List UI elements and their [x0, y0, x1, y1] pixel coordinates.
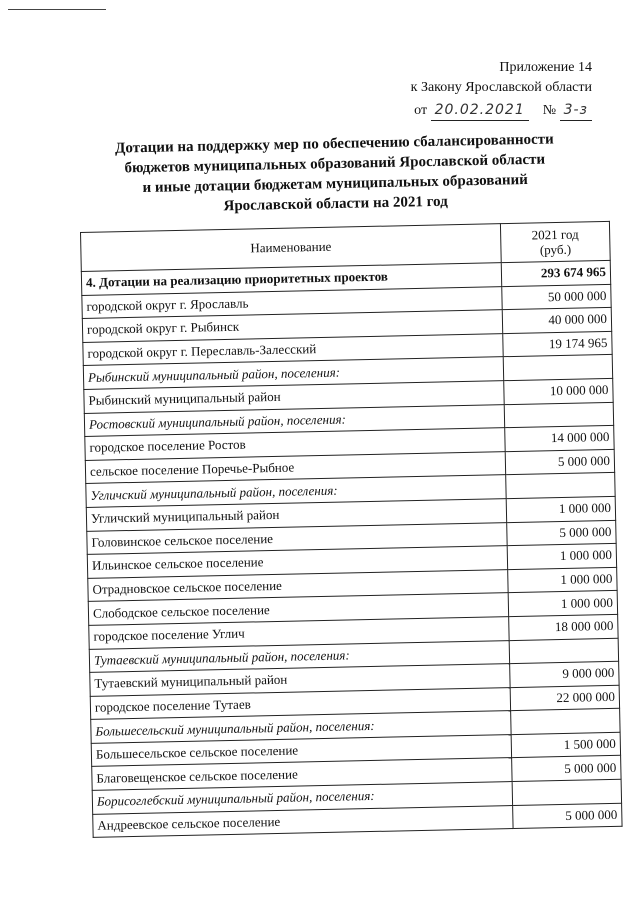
annex-dateline	[411, 100, 592, 121]
annex-header	[411, 58, 592, 121]
row-name: Рыбинский муниципальный район	[84, 381, 504, 413]
row-name: Благовещенское сельское поселение	[92, 758, 512, 790]
header-name: Наименование	[81, 224, 502, 272]
row-amount	[512, 779, 621, 805]
row-amount: 5 000 000	[512, 756, 621, 782]
row-amount: 19 174 965	[503, 331, 612, 357]
row-name: Большесельское сельское поселение	[91, 734, 511, 766]
row-amount: 1 000 000	[508, 567, 617, 593]
row-amount: 22 000 000	[510, 685, 619, 711]
row-name: городской округ г. Рыбинск	[82, 310, 502, 342]
header-year	[500, 221, 610, 262]
row-name: Ростовский муниципальный район, поселения:	[84, 404, 504, 436]
row-name: Андреевское сельское поселение	[93, 805, 513, 837]
row-amount: 18 000 000	[509, 614, 618, 640]
title-line2: бюджетов муниципальных образований Ярославской области	[124, 151, 546, 177]
row-name: городское поселение Тутаев	[90, 687, 510, 719]
row-name: 4. Дотации на реализацию приоритетных проектов	[81, 263, 501, 295]
annex-line1: Приложение 14	[499, 60, 592, 75]
row-name: городское поселение Углич	[89, 617, 509, 649]
row-amount	[511, 709, 620, 735]
top-rule	[8, 9, 106, 10]
row-name: Тутаевский муниципальный район	[90, 664, 510, 696]
row-name: Головинское сельское поселение	[87, 522, 507, 554]
row-amount: 1 000 000	[506, 496, 615, 522]
row-amount	[509, 638, 618, 664]
row-amount: 1 000 000	[507, 543, 616, 569]
row-name: Слободское сельское поселение	[88, 593, 508, 625]
row-name: городской округ г. Переславль-Залесский	[83, 333, 503, 365]
row-amount	[503, 355, 612, 381]
date-value: 20.02.2021	[431, 100, 529, 121]
row-amount: 40 000 000	[502, 308, 611, 334]
number-prefix: №	[542, 103, 557, 118]
row-name: Угличский муниципальный район, поселения:	[86, 475, 506, 507]
row-amount: 9 000 000	[510, 661, 619, 687]
title-line3: и иные дотации бюджетам муниципальных образований	[142, 171, 529, 197]
row-amount: 50 000 000	[502, 284, 611, 310]
row-name: городской округ г. Ярославль	[82, 286, 502, 318]
row-name: Борисоглебский муниципальный район, поселения:	[92, 782, 512, 814]
title-line1: Дотации на поддержку мер по обеспечению сбалансированности	[114, 131, 554, 157]
row-amount	[506, 473, 615, 499]
row-name: Большесельский муниципальный район, поселения:	[91, 711, 511, 743]
title-line4: Ярославской области на 2021 год	[223, 193, 448, 215]
row-name: сельское поселение Поречье-Рыбное	[85, 451, 505, 483]
number-value: 3-з	[560, 100, 592, 121]
row-amount: 293 674 965	[501, 260, 610, 286]
table-container	[80, 221, 623, 838]
row-amount: 10 000 000	[504, 378, 613, 404]
row-name: городское поселение Ростов	[85, 428, 505, 460]
date-prefix: от	[414, 103, 428, 118]
row-name: Рыбинский муниципальный район, поселения:	[83, 357, 503, 389]
row-amount: 1 000 000	[508, 591, 617, 617]
row-amount: 5 000 000	[505, 449, 614, 475]
header-unit-label: (руб.)	[539, 241, 572, 258]
subsidies-table	[80, 221, 623, 838]
annex-line2: к Закону Ярославской области	[410, 80, 592, 95]
row-name: Отрадновское сельское поселение	[88, 569, 508, 601]
table-body	[81, 260, 622, 837]
row-amount	[504, 402, 613, 428]
document-title	[89, 129, 581, 219]
row-name: Ильинское сельское поселение	[87, 546, 507, 578]
row-amount: 5 000 000	[513, 803, 622, 829]
row-amount: 5 000 000	[507, 520, 616, 546]
row-name: Угличский муниципальный район	[86, 499, 506, 531]
row-amount: 1 500 000	[511, 732, 620, 758]
row-amount: 14 000 000	[505, 426, 614, 452]
header-year-label: 2021 год	[531, 226, 579, 243]
row-name: Тутаевский муниципальный район, поселения:	[89, 640, 509, 672]
